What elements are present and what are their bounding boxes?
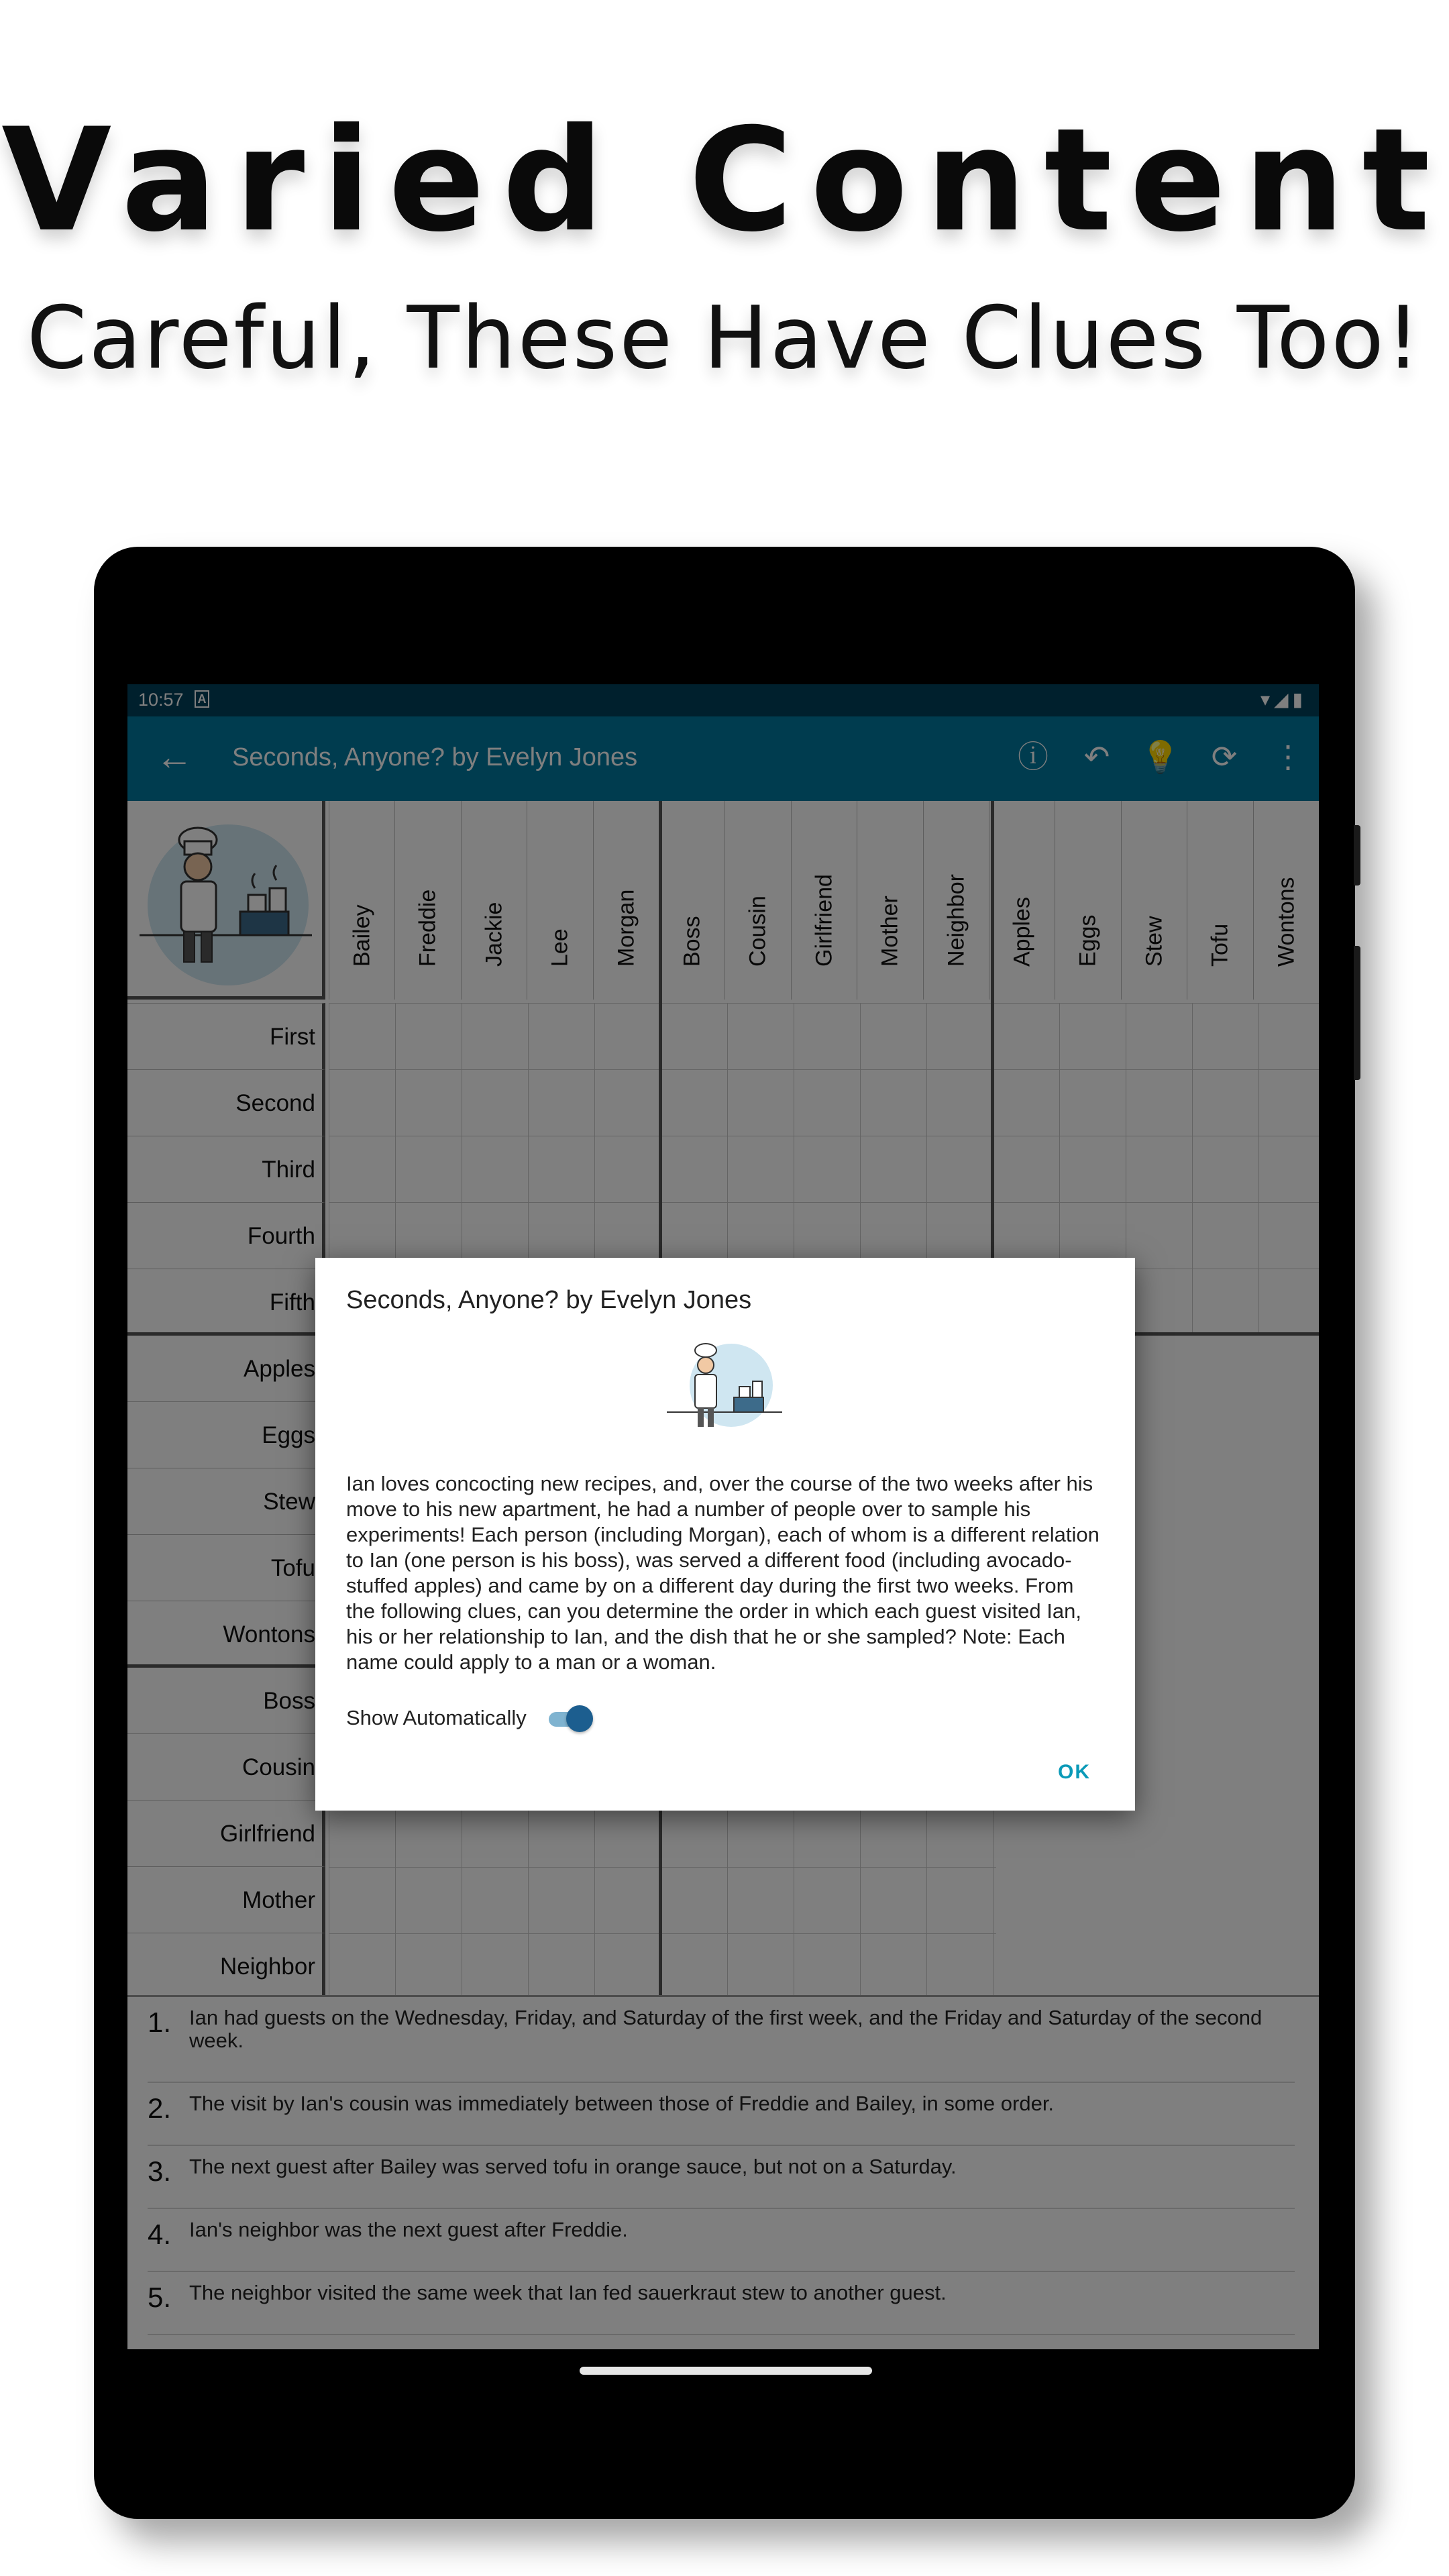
puzzle-intro-dialog: [315, 1258, 1135, 1811]
tablet-volume-button: [1354, 946, 1360, 1080]
chef-illustration-icon: [664, 1338, 785, 1439]
promo-subtitle: Careful, These Have Clues Too!: [26, 288, 1423, 388]
tablet-power-button: [1354, 825, 1360, 885]
toggle-thumb: [566, 1705, 593, 1732]
show-automatically-toggle[interactable]: [549, 1705, 593, 1732]
promo-title: Varied Content: [1, 97, 1448, 263]
device-screen: [127, 684, 1319, 2349]
ok-button[interactable]: OK: [1058, 1761, 1091, 1783]
gesture-nav-bar[interactable]: [580, 2367, 872, 2375]
show-automatically-label: Show Automatically: [346, 1706, 527, 1729]
dialog-body: Ian loves concocting new recipes, and, over the course of the two weeks after his move to his new apartment, he had a number of people over to sample his experiments! Each person (including Morgan), each of whom is a different relation to Ian (one person is his boss), was served a different food (including avocado-stuffed apples) and came by on a different day during the first two weeks. From the following clues, can you determine the order in which each guest visited Ian, his or her relationship to Ian, and the dish that he or she sampled? Note: Each name could apply to a man or a woman.: [346, 1472, 1099, 1674]
dialog-title: Seconds, Anyone? by Evelyn Jones: [346, 1286, 752, 1314]
